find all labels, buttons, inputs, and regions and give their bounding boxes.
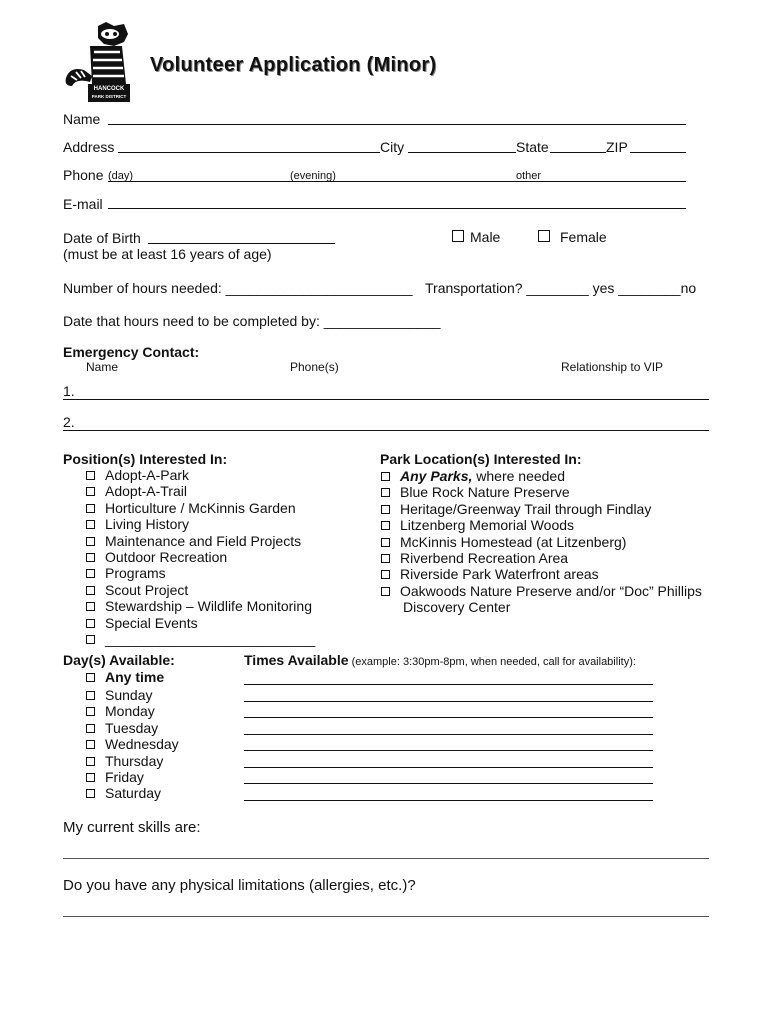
times-example: (example: 3:30pm-8pm, when needed, call for availability): <box>348 656 636 668</box>
position-checkbox[interactable] <box>86 487 95 496</box>
position-checkbox[interactable] <box>86 619 95 628</box>
date-completed[interactable]: Date that hours need to be completed by: _______________ <box>63 313 441 329</box>
day-any-time[interactable]: Any time <box>86 669 164 685</box>
times-line[interactable] <box>244 800 653 801</box>
day-checkbox[interactable] <box>86 773 95 782</box>
park-checkbox[interactable] <box>381 538 390 547</box>
position-checkbox[interactable] <box>86 504 95 513</box>
day-item[interactable]: Saturday <box>86 785 179 801</box>
emergency-row-1: 1. <box>63 383 75 399</box>
times-line[interactable] <box>244 734 653 735</box>
times-heading: Times Available <box>244 652 349 668</box>
times-line[interactable] <box>244 767 653 768</box>
position-checkbox[interactable] <box>86 586 95 595</box>
email-label: E-mail <box>63 196 103 212</box>
position-item[interactable]: Outdoor Recreation <box>86 549 315 565</box>
position-item[interactable]: Horticulture / McKinnis Garden <box>86 500 315 516</box>
park-checkbox[interactable] <box>381 472 390 481</box>
positions-list <box>86 467 315 647</box>
emergency-row-2: 2. <box>63 414 75 430</box>
day-item[interactable]: Monday <box>86 703 179 719</box>
state-label: State <box>516 139 549 155</box>
positions-heading: Position(s) Interested In: <box>63 451 228 467</box>
day-item[interactable]: Tuesday <box>86 720 179 736</box>
male-label: Male <box>470 229 501 245</box>
park-item[interactable]: Oakwoods Nature Preserve and/or “Doc” Phillips <box>381 583 702 599</box>
park-item[interactable]: Litzenberg Memorial Woods <box>381 517 702 533</box>
email-line[interactable] <box>108 208 686 209</box>
day-checkbox[interactable] <box>86 724 95 733</box>
parks-list <box>381 468 702 616</box>
park-item[interactable]: Riverside Park Waterfront areas <box>381 566 702 582</box>
park-item-continuation: Discovery Center <box>403 599 511 616</box>
park-checkbox[interactable] <box>381 521 390 530</box>
park-item[interactable]: Riverbend Recreation Area <box>381 550 702 566</box>
city-label: City <box>380 139 405 155</box>
park-item[interactable]: McKinnis Homestead (at Litzenberg) <box>381 534 702 550</box>
phone-other-label: other <box>516 170 542 182</box>
phone-day-label: (day) <box>108 170 134 182</box>
city-line[interactable] <box>408 152 516 153</box>
times-line[interactable] <box>244 750 653 751</box>
address-line[interactable] <box>118 152 380 153</box>
emergency-line-1[interactable] <box>63 399 709 400</box>
dob-line[interactable] <box>148 243 335 244</box>
times-heading-row <box>244 652 636 668</box>
limitations-label: Do you have any physical limitations (allergies, etc.)? <box>63 877 416 894</box>
skills-line[interactable] <box>63 858 709 859</box>
day-checkbox[interactable] <box>86 789 95 798</box>
position-checkbox[interactable] <box>86 520 95 529</box>
days-heading: Day(s) Available: <box>63 652 175 668</box>
position-item[interactable]: Programs <box>86 565 315 581</box>
emergency-col-relationship: Relationship to VIP <box>561 360 664 374</box>
position-item[interactable]: Living History <box>86 516 315 532</box>
male-option[interactable] <box>452 229 500 245</box>
times-line[interactable] <box>244 684 653 685</box>
position-checkbox[interactable] <box>86 537 95 546</box>
parks-heading: Park Location(s) Interested In: <box>380 451 582 467</box>
female-option[interactable] <box>538 229 607 245</box>
position-checkbox[interactable] <box>86 569 95 578</box>
park-checkbox[interactable] <box>381 587 390 596</box>
park-checkbox[interactable] <box>381 505 390 514</box>
zip-label: ZIP <box>606 139 628 155</box>
day-item[interactable]: Wednesday <box>86 736 179 752</box>
logo-line1: HANCOCK <box>93 86 125 92</box>
position-item[interactable]: Special Events <box>86 615 315 631</box>
day-checkbox[interactable] <box>86 691 95 700</box>
times-line[interactable] <box>244 701 653 702</box>
position-checkbox[interactable] <box>86 471 95 480</box>
position-item[interactable]: Adopt-A-Trail <box>86 483 315 499</box>
day-item[interactable]: Sunday <box>86 687 179 703</box>
park-item[interactable]: Heritage/Greenway Trail through Findlay <box>381 501 702 517</box>
dob-note: (must be at least 16 years of age) <box>63 246 272 262</box>
park-item[interactable]: Any Parks, where needed <box>381 468 702 484</box>
phone-evening-label: (evening) <box>290 170 336 182</box>
day-item[interactable]: Friday <box>86 769 179 785</box>
times-line[interactable] <box>244 717 653 718</box>
times-line[interactable] <box>244 783 653 784</box>
position-item[interactable]: Scout Project <box>86 582 315 598</box>
position-item[interactable]: Stewardship – Wildlife Monitoring <box>86 598 315 614</box>
day-item[interactable]: Thursday <box>86 753 179 769</box>
transportation[interactable]: Transportation? ________ yes ________no <box>425 280 697 296</box>
day-checkbox[interactable] <box>86 757 95 766</box>
park-checkbox[interactable] <box>381 554 390 563</box>
page-title: Volunteer Application (Minor) <box>150 54 437 76</box>
position-checkbox[interactable] <box>86 553 95 562</box>
name-label: Name <box>63 111 101 127</box>
female-checkbox[interactable] <box>538 230 550 242</box>
position-item-other[interactable]: ___________________________ <box>86 631 315 647</box>
day-checkbox[interactable] <box>86 740 95 749</box>
limitations-line[interactable] <box>63 916 709 917</box>
address-label: Address <box>63 139 115 155</box>
phone-other-line[interactable] <box>516 181 686 182</box>
any-time-checkbox[interactable] <box>86 673 95 682</box>
hancock-park-district-logo <box>62 20 142 102</box>
emergency-col-phone: Phone(s) <box>290 360 339 374</box>
emergency-heading: Emergency Contact: <box>63 344 200 360</box>
day-checkbox[interactable] <box>86 707 95 716</box>
logo-line2: PARK DISTRICT <box>91 94 127 99</box>
position-item[interactable]: Maintenance and Field Projects <box>86 533 315 549</box>
position-item[interactable]: Adopt-A-Park <box>86 467 315 483</box>
name-line[interactable] <box>108 124 686 125</box>
emergency-col-name: Name <box>86 360 119 374</box>
park-item[interactable]: Blue Rock Nature Preserve <box>381 484 702 500</box>
emergency-line-2[interactable] <box>63 430 709 431</box>
phone-day-line[interactable] <box>108 181 290 182</box>
hours-needed[interactable]: Number of hours needed: ________________________ <box>63 280 413 296</box>
male-checkbox[interactable] <box>452 230 464 242</box>
position-checkbox[interactable] <box>86 602 95 611</box>
days-list <box>86 687 179 802</box>
dob-label: Date of Birth <box>63 230 141 246</box>
park-checkbox[interactable] <box>381 570 390 579</box>
female-label: Female <box>560 229 607 245</box>
zip-line[interactable] <box>630 152 686 153</box>
phone-label: Phone <box>63 167 104 183</box>
state-line[interactable] <box>550 152 606 153</box>
position-checkbox[interactable] <box>86 635 95 644</box>
park-checkbox[interactable] <box>381 488 390 497</box>
skills-label: My current skills are: <box>63 819 201 836</box>
phone-evening-line[interactable] <box>290 181 516 182</box>
